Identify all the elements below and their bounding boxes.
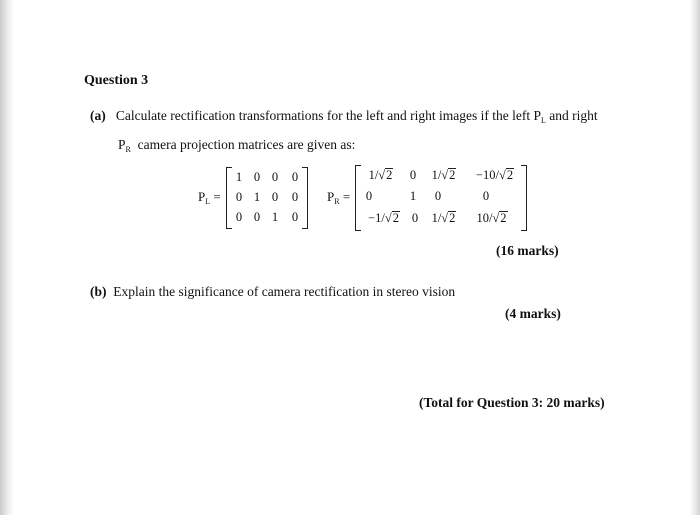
matrix-r-cell: 0 [409,168,417,182]
page-edge-shadow-right [690,0,700,515]
matrix-l-cell: 0 [291,190,299,204]
part-b-marks: (4 marks) [505,306,561,321]
part-a-line-2: $P_R$ camera projection matrices are given as: [118,137,356,154]
matrix-r-cell: 1/√2 [431,168,456,182]
matrix-l-cell: 0 [235,210,243,224]
page-edge-shadow-left [0,0,14,515]
matrix-r-cell: −1/√2 [368,211,399,225]
part-a-label: (a) [90,108,106,123]
matrix-l [226,167,308,229]
matrix-l-label: $P_L$ = [198,189,221,206]
matrix-l-cell: 0 [253,210,261,224]
part-a-text: Calculate rectification transformations for the left and right images if the left $P_L$ and right [115,108,598,125]
matrix-l-cell: 1 [253,190,261,204]
matrix-r-cell: 0 [411,211,419,225]
matrix-r-cell: 0 [365,189,373,203]
matrix-r-label: $P_R$ = [327,189,351,206]
matrix-r-cell: 1 [409,189,417,203]
matrix-l-cell: 0 [271,170,279,184]
matrix-r [355,165,527,231]
matrix-r-cell: 1/√2 [368,168,393,182]
matrix-r-cell: 0 [482,189,490,203]
matrix-l-cell: 1 [235,170,243,184]
total-marks: (Total for Question 3: 20 marks) [419,395,605,410]
matrix-l-cell: 0 [253,170,261,184]
matrix-r-cell: 1/√2 [431,211,456,225]
matrix-l-cell: 0 [291,210,299,224]
question-title: Question 3 [84,73,149,88]
matrix-r-cell: −10/√2 [475,168,514,182]
part-b-label: (b) [90,284,107,299]
part-a-line-1 [90,108,598,125]
matrix-l-cell: 1 [271,210,279,224]
matrix-r-cell: 0 [434,189,442,203]
matrix-r-cell: 10/√2 [476,211,507,225]
matrix-l-cell: 0 [235,190,243,204]
part-b-text: Explain the significance of camera rectification in stereo vision [113,284,456,299]
part-a-marks: (16 marks) [496,243,559,258]
part-b-line [90,284,455,300]
matrix-l-cell: 0 [291,170,299,184]
matrix-l-cell: 0 [271,190,279,204]
